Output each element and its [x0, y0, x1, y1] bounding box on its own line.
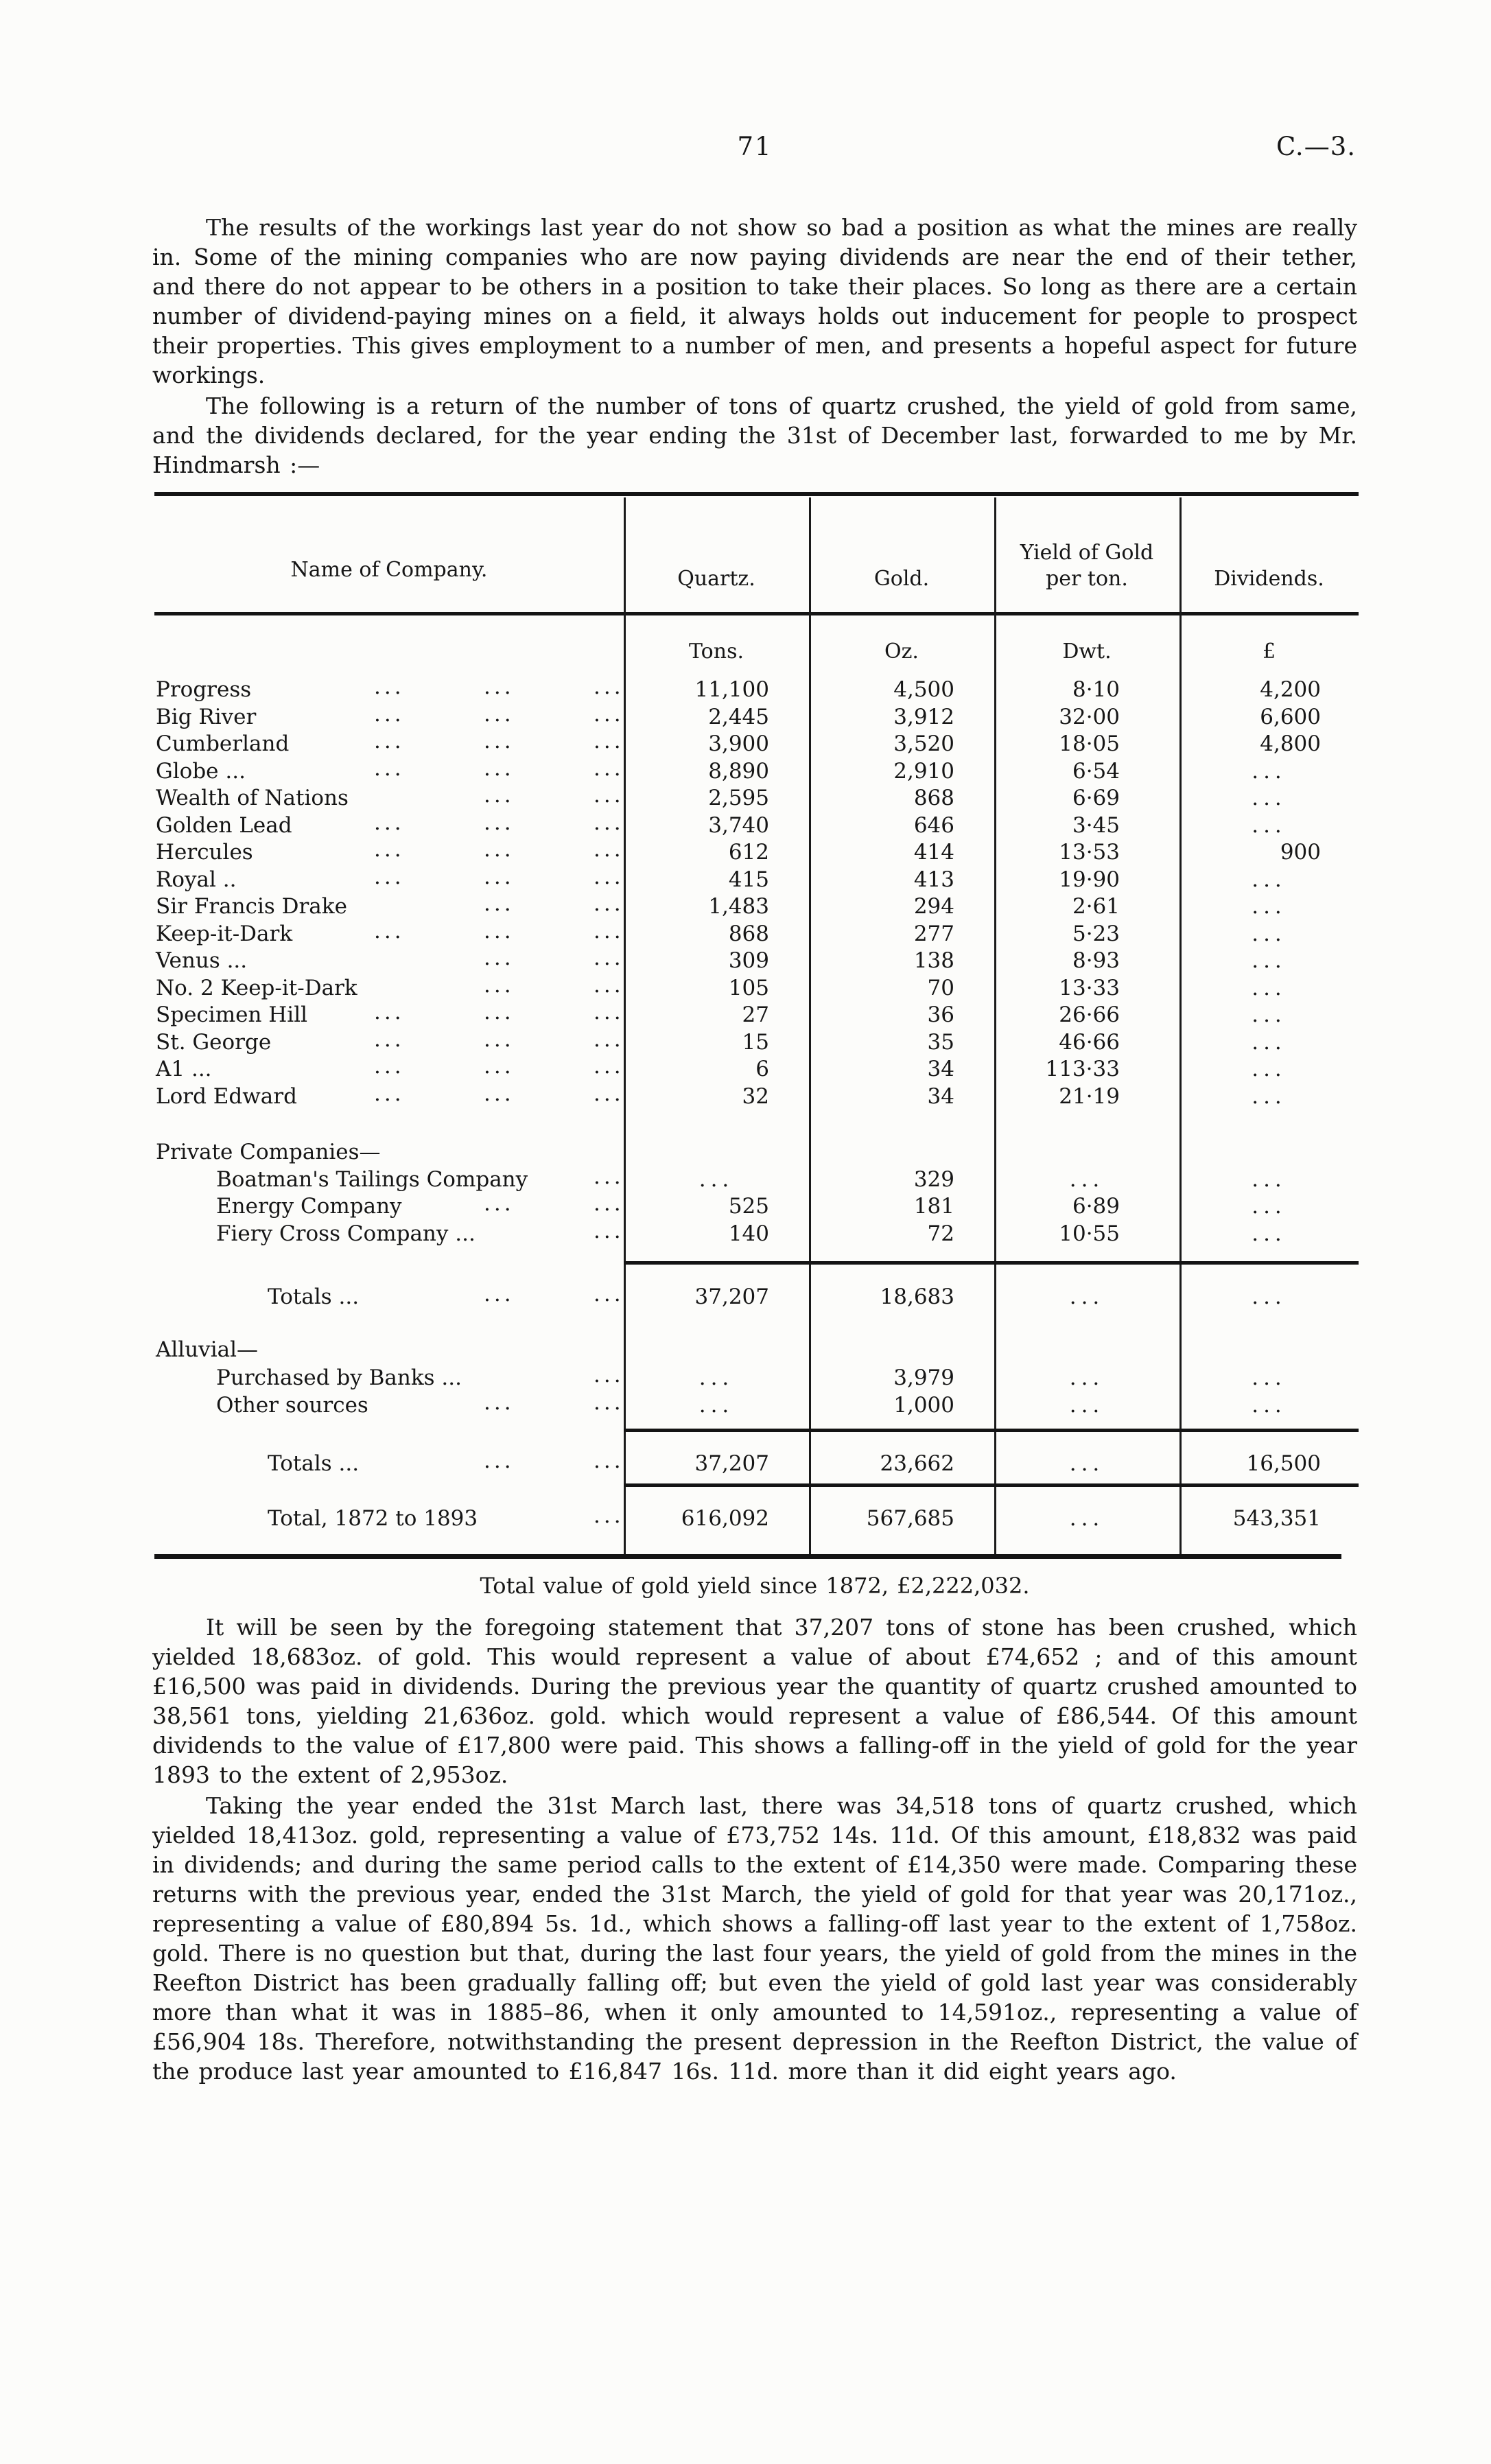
table-row: [154, 919, 1359, 952]
cell-gold: 23,662: [880, 1451, 954, 1476]
dot-leader: ...: [374, 919, 405, 943]
company-name-cell: [154, 756, 624, 789]
cell-quartz: 8,890: [708, 759, 769, 784]
cell-yield: ...: [1069, 1365, 1105, 1390]
cell-yield: 6·54: [1072, 759, 1120, 784]
dot-leader: ...: [594, 1390, 624, 1415]
dot-leader: ...: [594, 946, 624, 970]
table-row: [154, 810, 1359, 843]
column-header-gold: Gold.: [873, 567, 930, 591]
dot-leader: ...: [484, 1054, 515, 1079]
cell-gold: 3,520: [893, 731, 954, 756]
cell-gold: 1,000: [893, 1393, 954, 1418]
dot-leader: ...: [374, 756, 405, 781]
table-row: [154, 1390, 1359, 1423]
dot-leader: ...: [594, 1503, 624, 1528]
page-header: [152, 132, 1357, 170]
company-name: Golden Lead: [156, 813, 292, 838]
dot-leader: ...: [374, 674, 405, 699]
company-name-cell: [154, 1365, 624, 1396]
paragraph-return-intro: The following is a return of the number of tons of quartz crushed, the yield of gold from same, and the dividends declared, for the year ending the 31st of December last, forwarded to me by Mr. Hindmarsh :—: [152, 392, 1357, 478]
table-row: [154, 756, 1359, 789]
unit-pounds: £: [1262, 640, 1276, 664]
company-name: Big River: [156, 705, 257, 729]
cell-gold: 3,912: [893, 705, 954, 729]
dot-leader: ...: [594, 783, 624, 808]
dot-leader: ...: [594, 973, 624, 998]
cell-yield: 32·00: [1059, 705, 1120, 729]
paragraph-results: The results of the workings last year do not show so bad a position as what the mines are really in. Some of the mining companies who are now paying dividends are near the end of their tether, and there do not appear to be others in a position to take their places. So long as there are a certain number of dividend-paying mines on a field, it always holds out inducement for people to prospect their properties. This gives employment to a number of men, and presents a hopeful aspect for future workings.: [152, 214, 1357, 388]
cell-dividends: ...: [1252, 1084, 1287, 1109]
page-number: 71: [737, 132, 773, 161]
cell-yield: 21·19: [1059, 1084, 1120, 1109]
dot-leader: ...: [594, 891, 624, 916]
table-row: [154, 948, 1359, 978]
company-name: Other sources: [216, 1393, 368, 1418]
table-row: [154, 1164, 1359, 1197]
dot-leader: ...: [484, 891, 515, 916]
cell-yield: 8·93: [1072, 948, 1120, 973]
dot-leader: ...: [484, 729, 515, 753]
company-name-cell: [154, 1221, 624, 1252]
company-name-cell: [154, 1164, 624, 1197]
cell-quartz: 415: [728, 867, 769, 892]
cell-gold: 34: [927, 1057, 954, 1081]
cell-dividends: ...: [1252, 976, 1287, 1000]
cell-quartz: 612: [728, 840, 769, 865]
dot-leader: ...: [594, 1363, 624, 1387]
company-name: Boatman's Tailings Company: [216, 1167, 528, 1192]
dot-leader: ...: [594, 919, 624, 943]
cell-dividends: 4,800: [1260, 731, 1321, 756]
dot-leader: ...: [484, 837, 515, 862]
cell-dividends: ...: [1252, 1194, 1287, 1219]
cell-gold: 868: [913, 786, 954, 810]
cell-quartz: ...: [698, 1167, 734, 1192]
dot-leader: ...: [374, 1054, 405, 1079]
dot-leader: ...: [594, 865, 624, 889]
column-header-yield: Yield of Gold per ton.: [1020, 541, 1154, 591]
cell-quartz: 525: [728, 1194, 769, 1219]
cell-quartz: 15: [742, 1030, 769, 1055]
dot-leader: ...: [374, 837, 405, 862]
cell-dividends: 16,500: [1246, 1451, 1321, 1476]
cell-quartz: 3,740: [708, 813, 769, 838]
company-name-cell: [154, 1081, 624, 1114]
company-name: Wealth of Nations: [156, 786, 349, 810]
dot-leader: ...: [484, 1191, 515, 1216]
cell-dividends: ...: [1252, 1365, 1287, 1390]
dot-leader: ...: [374, 729, 405, 753]
company-name-cell: [154, 1448, 624, 1481]
dot-leader: ...: [484, 865, 515, 889]
cell-yield: 26·66: [1059, 1002, 1120, 1027]
cell-dividends: ...: [1252, 1167, 1287, 1192]
table-row: [154, 1448, 1359, 1481]
company-name: Royal ..: [156, 867, 237, 892]
dot-leader: ...: [374, 702, 405, 727]
dot-leader: ...: [594, 1448, 624, 1473]
cell-dividends: ...: [1252, 1221, 1287, 1246]
cell-gold: 34: [927, 1084, 954, 1109]
dot-leader: ...: [594, 837, 624, 862]
cell-quartz: 37,207: [694, 1284, 769, 1309]
table-top-rule: [154, 492, 1359, 496]
cell-dividends: ...: [1252, 759, 1287, 784]
dot-leader: ...: [594, 810, 624, 835]
company-name: Fiery Cross Company ...: [216, 1221, 476, 1246]
company-name: Sir Francis Drake: [156, 894, 347, 919]
cell-dividends: ...: [1252, 948, 1287, 973]
company-name: Specimen Hill: [156, 1002, 308, 1027]
cell-yield: 113·33: [1045, 1057, 1120, 1081]
dot-leader: ...: [594, 729, 624, 753]
company-name: Totals ...: [268, 1451, 360, 1476]
table-row: [154, 973, 1359, 1006]
company-name: A1 ...: [156, 1057, 212, 1081]
cell-dividends: 543,351: [1232, 1506, 1321, 1531]
cell-quartz: 37,207: [694, 1451, 769, 1476]
company-name-cell: [154, 919, 624, 952]
cell-yield: 6·89: [1072, 1194, 1120, 1219]
table-row: [154, 1054, 1359, 1087]
company-name: Totals ...: [268, 1284, 360, 1309]
company-name: Total, 1872 to 1893: [268, 1506, 478, 1531]
cell-dividends: ...: [1252, 1030, 1287, 1055]
table-row: [154, 1365, 1359, 1396]
dot-leader: ...: [594, 674, 624, 699]
cell-gold: 646: [913, 813, 954, 838]
paragraph-statement-summary: It will be seen by the foregoing statement that 37,207 tons of stone has been crushed, which yielded 18,683oz. of gold. This would represent a value of about £74,652 ; and of this amount £16,500 was paid in dividends. During the previous year the quantity of quartz crushed amounted to 38,561 tons, yielding 21,636oz. gold. which would represent a value of £86,544. Of this amount dividends to the value of £17,800 were paid. This shows a falling-off in the yield of gold for the year 1893 to the extent of 2,953oz.: [152, 1614, 1357, 1788]
cell-quartz: 309: [728, 948, 769, 973]
cell-quartz: 32: [742, 1084, 769, 1109]
cell-gold: 413: [913, 867, 954, 892]
cell-yield: ...: [1069, 1167, 1105, 1192]
cell-gold: 2,910: [893, 759, 954, 784]
cell-yield: 46·66: [1059, 1030, 1120, 1055]
dot-leader: ...: [484, 1000, 515, 1024]
table-row: [154, 837, 1359, 870]
company-name: Purchased by Banks ...: [216, 1365, 462, 1390]
company-name: Venus ...: [156, 948, 248, 973]
company-name: Hercules: [156, 840, 253, 865]
dot-leader: ...: [484, 1027, 515, 1052]
cell-yield: ...: [1069, 1393, 1105, 1418]
table-row: [154, 1221, 1359, 1252]
table-row: [154, 731, 1359, 762]
cell-gold: 36: [927, 1002, 954, 1027]
dot-leader: ...: [374, 810, 405, 835]
cell-dividends: 4,200: [1260, 677, 1321, 702]
cell-gold: 72: [927, 1221, 954, 1246]
dot-leader: ...: [594, 1219, 624, 1243]
dot-leader: ...: [374, 1027, 405, 1052]
company-name-cell: [154, 1390, 624, 1423]
cell-quartz: 616,092: [681, 1506, 769, 1531]
dot-leader: ...: [484, 783, 515, 808]
cell-gold: 138: [913, 948, 954, 973]
cell-dividends: ...: [1252, 867, 1287, 892]
company-name-cell: [154, 867, 624, 897]
table-row: [154, 867, 1359, 897]
dot-leader: ...: [594, 1054, 624, 1079]
cell-dividends: 900: [1280, 840, 1321, 865]
cell-gold: 18,683: [880, 1284, 954, 1309]
cell-quartz: 3,900: [708, 731, 769, 756]
table-row: [154, 783, 1359, 816]
section-heading: Alluvial—: [156, 1337, 259, 1362]
dot-leader: ...: [484, 1390, 515, 1415]
cell-yield: 10·55: [1059, 1221, 1120, 1246]
dot-leader: ...: [594, 1081, 624, 1106]
unit-oz: Oz.: [884, 640, 919, 664]
dot-leader: ...: [484, 1448, 515, 1473]
section-heading: Private Companies—: [156, 1140, 381, 1164]
dot-leader: ...: [594, 1191, 624, 1216]
table-row: [154, 1081, 1359, 1114]
cell-quartz: 868: [728, 922, 769, 946]
table-caption: Total value of gold yield since 1872, £2,222,032.: [480, 1573, 1030, 1599]
dot-leader: ...: [484, 756, 515, 781]
cell-yield: 2·61: [1072, 894, 1120, 919]
cell-yield: 13·33: [1059, 976, 1120, 1000]
dot-leader: ...: [484, 946, 515, 970]
totals-separator-rule: [624, 1429, 1359, 1432]
cell-yield: 5·23: [1072, 922, 1120, 946]
table-bottom-rule: [154, 1554, 1341, 1559]
cell-quartz: 1,483: [708, 894, 769, 919]
company-name-cell: [154, 1284, 624, 1315]
table-row: [154, 674, 1359, 707]
dot-leader: ...: [594, 702, 624, 727]
cell-dividends: ...: [1252, 1057, 1287, 1081]
cell-yield: 3·45: [1072, 813, 1120, 838]
cell-gold: 329: [913, 1167, 954, 1192]
cell-gold: 70: [927, 976, 954, 1000]
dot-leader: ...: [484, 702, 515, 727]
cell-gold: 4,500: [893, 677, 954, 702]
table-row: [154, 1284, 1359, 1315]
cell-gold: 414: [913, 840, 954, 865]
column-header-quartz: Quartz.: [677, 567, 755, 591]
company-name-cell: [154, 948, 624, 978]
cell-yield: 19·90: [1059, 867, 1120, 892]
cell-gold: 277: [913, 922, 954, 946]
company-name: Cumberland: [156, 731, 290, 756]
unit-dwt: Dwt.: [1062, 640, 1112, 664]
cell-quartz: 27: [742, 1002, 769, 1027]
dot-leader: ...: [374, 1000, 405, 1024]
dot-leader: ...: [594, 1282, 624, 1306]
table-row: [154, 1027, 1359, 1060]
cell-yield: 18·05: [1059, 731, 1120, 756]
cell-gold: 35: [927, 1030, 954, 1055]
company-name: Globe ...: [156, 759, 246, 784]
cell-yield: 13·53: [1059, 840, 1120, 865]
cell-quartz: 2,595: [708, 786, 769, 810]
table-row: [154, 1503, 1359, 1536]
dot-leader: ...: [484, 810, 515, 835]
company-name: Lord Edward: [156, 1084, 297, 1109]
cell-yield: 6·69: [1072, 786, 1120, 810]
company-name: Progress: [156, 677, 252, 702]
cell-dividends: ...: [1252, 1002, 1287, 1027]
dot-leader: ...: [594, 1027, 624, 1052]
company-name-cell: [154, 1503, 624, 1536]
cell-dividends: ...: [1252, 786, 1287, 810]
table-row: [154, 1191, 1359, 1224]
cell-dividends: ...: [1252, 1393, 1287, 1418]
cell-quartz: 140: [728, 1221, 769, 1246]
dot-leader: ...: [594, 1164, 624, 1189]
cell-quartz: 11,100: [694, 677, 769, 702]
cell-dividends: ...: [1252, 894, 1287, 919]
doc-reference: C.—3.: [1276, 132, 1356, 161]
cell-quartz: 2,445: [708, 705, 769, 729]
company-name-cell: [154, 1191, 624, 1224]
column-header-name: Name of Company.: [290, 558, 488, 582]
totals-separator-rule: [624, 1261, 1359, 1265]
dot-leader: ...: [374, 1081, 405, 1106]
dot-leader: ...: [484, 674, 515, 699]
cell-dividends: ...: [1252, 922, 1287, 946]
table-row: [154, 891, 1359, 924]
cell-quartz: ...: [698, 1365, 734, 1390]
dot-leader: ...: [594, 756, 624, 781]
table-header-rule: [154, 612, 1359, 615]
dot-leader: ...: [374, 865, 405, 889]
table-row: [154, 1002, 1359, 1033]
column-header-dividends: Dividends.: [1214, 567, 1324, 591]
dot-leader: ...: [484, 1081, 515, 1106]
cell-yield: ...: [1069, 1284, 1105, 1309]
cell-gold: 294: [913, 894, 954, 919]
totals-separator-rule: [624, 1483, 1359, 1487]
cell-yield: 8·10: [1072, 677, 1120, 702]
cell-yield: ...: [1069, 1451, 1105, 1476]
cell-quartz: 105: [728, 976, 769, 1000]
cell-yield: ...: [1069, 1506, 1105, 1531]
company-name: St. George: [156, 1030, 272, 1055]
table-row: [154, 702, 1359, 735]
paragraph-march-year: Taking the year ended the 31st March last, there was 34,518 tons of quartz crushed, which yielded 18,413oz. gold, representing a value of £73,752 14s. 11d. Of this amount, £18,832 was paid in dividends; and during the same period calls to the extent of £14,350 were made. Comparing these returns with the previous year, ended the 31st March, the yield of gold for that year was 20,171oz., representing a value of £80,894 5s. 1d., which shows a falling-off last year to the extent of 1,758oz. gold. There is no question but that, during the last four years, the yield of gold from the mines in the Reefton District has been gradually falling off; but even the yield of gold last year was considerably more than what it was in 1885–86, when it only amounted to 14,591oz., representing a value of £56,904 18s. Therefore, notwithstanding the present depression in the Reefton District, the value of the produce last year amounted to £16,847 16s. 11d. more than it did eight years ago.: [152, 1792, 1357, 2085]
cell-dividends: ...: [1252, 813, 1287, 838]
cell-dividends: 6,600: [1260, 705, 1321, 729]
dot-leader: ...: [484, 973, 515, 998]
company-name: No. 2 Keep-it-Dark: [156, 976, 357, 1000]
cell-gold: 567,685: [866, 1506, 954, 1531]
cell-gold: 3,979: [893, 1365, 954, 1390]
cell-quartz: 6: [755, 1057, 769, 1081]
cell-dividends: ...: [1252, 1284, 1287, 1309]
dot-leader: ...: [484, 1282, 515, 1306]
cell-gold: 181: [913, 1194, 954, 1219]
company-name: Energy Company: [216, 1194, 402, 1219]
mining-returns-table: [154, 492, 1359, 1562]
unit-tons: Tons.: [689, 640, 744, 664]
company-name: Keep-it-Dark: [156, 922, 293, 946]
dot-leader: ...: [484, 919, 515, 943]
dot-leader: ...: [594, 1000, 624, 1024]
cell-quartz: ...: [698, 1393, 734, 1418]
